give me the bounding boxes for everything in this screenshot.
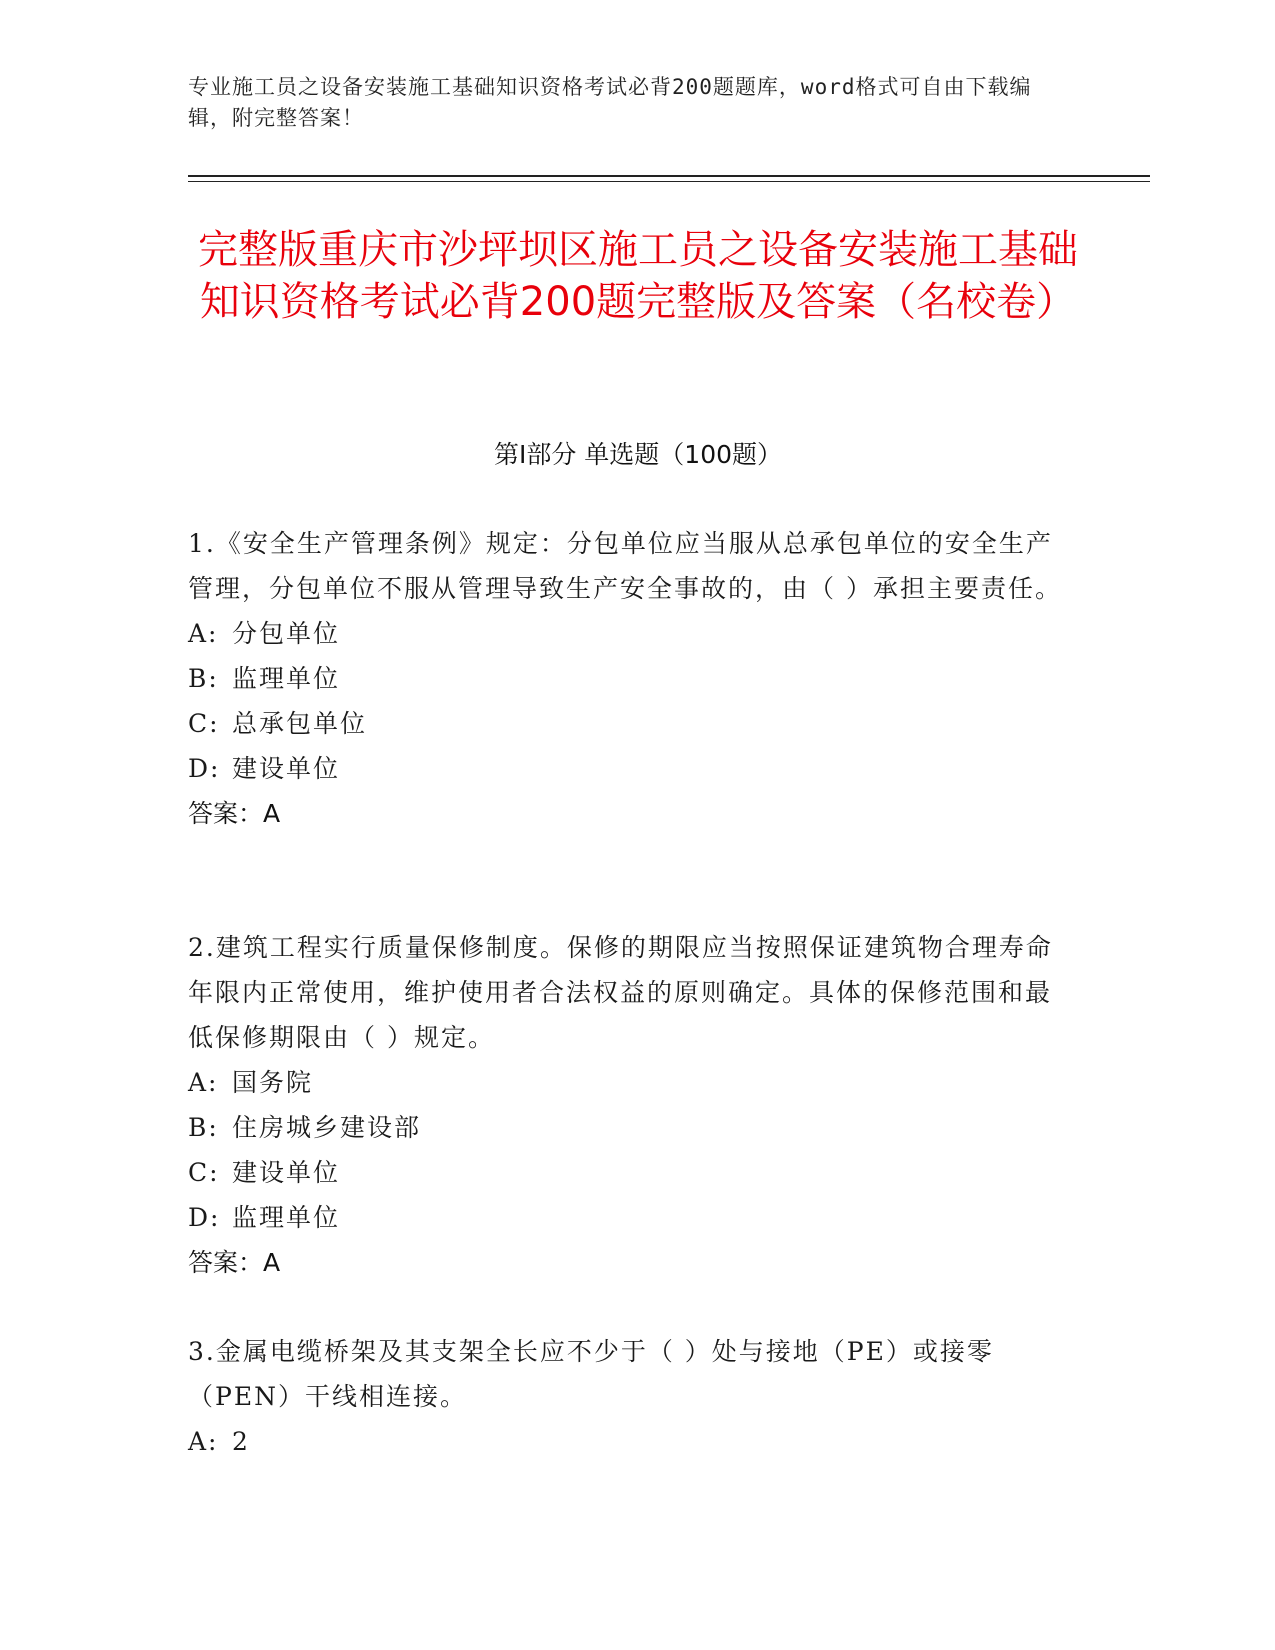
option-letter: C: <box>188 1158 220 1187</box>
option-c <box>188 701 1068 746</box>
option-letter: D: <box>188 754 221 783</box>
option-d <box>188 1195 1068 1240</box>
option-a <box>188 611 1068 656</box>
question-stem: 2.建筑工程实行质量保修制度。保修的期限应当按照保证建筑物合理寿命年限内正常使用，维护使用者合法权益的原则确定。具体的保修范围和最低保修期限由（ ）规定。 <box>188 933 1053 1052</box>
header-divider-thick <box>188 175 1150 177</box>
answer-label: 答案： <box>188 1248 264 1277</box>
option-b <box>188 656 1068 701</box>
section-title: 第I部分 单选题（100题） <box>493 440 783 469</box>
question-stem: 3.金属电缆桥架及其支架全长应不少于（ ）处与接地（PE）或接零（PEN）干线相连接。 <box>188 1337 994 1411</box>
option-text: 住房城乡建设部 <box>232 1113 422 1142</box>
answer-line <box>188 791 1068 836</box>
answer-label: 答案： <box>188 799 264 828</box>
answer-value: A <box>263 799 281 828</box>
option-text: 2 <box>232 1427 250 1456</box>
option-letter: A: <box>188 1427 219 1456</box>
answer-line <box>188 1240 1068 1285</box>
option-letter: C: <box>188 709 220 738</box>
option-letter: B: <box>188 664 219 693</box>
option-c <box>188 1150 1068 1195</box>
option-a <box>188 1419 1068 1464</box>
option-text: 建设单位 <box>232 1158 341 1187</box>
answer-value: A <box>263 1248 281 1277</box>
question-2 <box>188 925 1068 1285</box>
option-letter: D: <box>188 1203 221 1232</box>
question-1 <box>188 521 1068 836</box>
option-d <box>188 746 1068 791</box>
document-title: 完整版重庆市沙坪坝区施工员之设备安装施工基础知识资格考试必背200题完整版及答案（名校卷） <box>198 227 1078 325</box>
header-divider-thin <box>188 181 1150 182</box>
option-text: 监理单位 <box>232 664 341 693</box>
option-a <box>188 1060 1068 1105</box>
option-text: 分包单位 <box>232 619 341 648</box>
option-letter: A: <box>188 619 219 648</box>
option-b <box>188 1105 1068 1150</box>
option-text: 总承包单位 <box>232 709 368 738</box>
option-letter: B: <box>188 1113 219 1142</box>
question-3 <box>188 1329 1068 1464</box>
option-letter: A: <box>188 1068 219 1097</box>
question-stem: 1.《安全生产管理条例》规定：分包单位应当服从总承包单位的安全生产管理，分包单位不服从管理导致生产安全事故的，由（ ）承担主要责任。 <box>188 529 1062 603</box>
option-text: 监理单位 <box>232 1203 341 1232</box>
header-note: 专业施工员之设备安装施工基础知识资格考试必背200题题库，word格式可自由下载编辑，附完整答案！ <box>188 75 1032 130</box>
option-text: 建设单位 <box>232 754 341 783</box>
option-text: 国务院 <box>232 1068 314 1097</box>
